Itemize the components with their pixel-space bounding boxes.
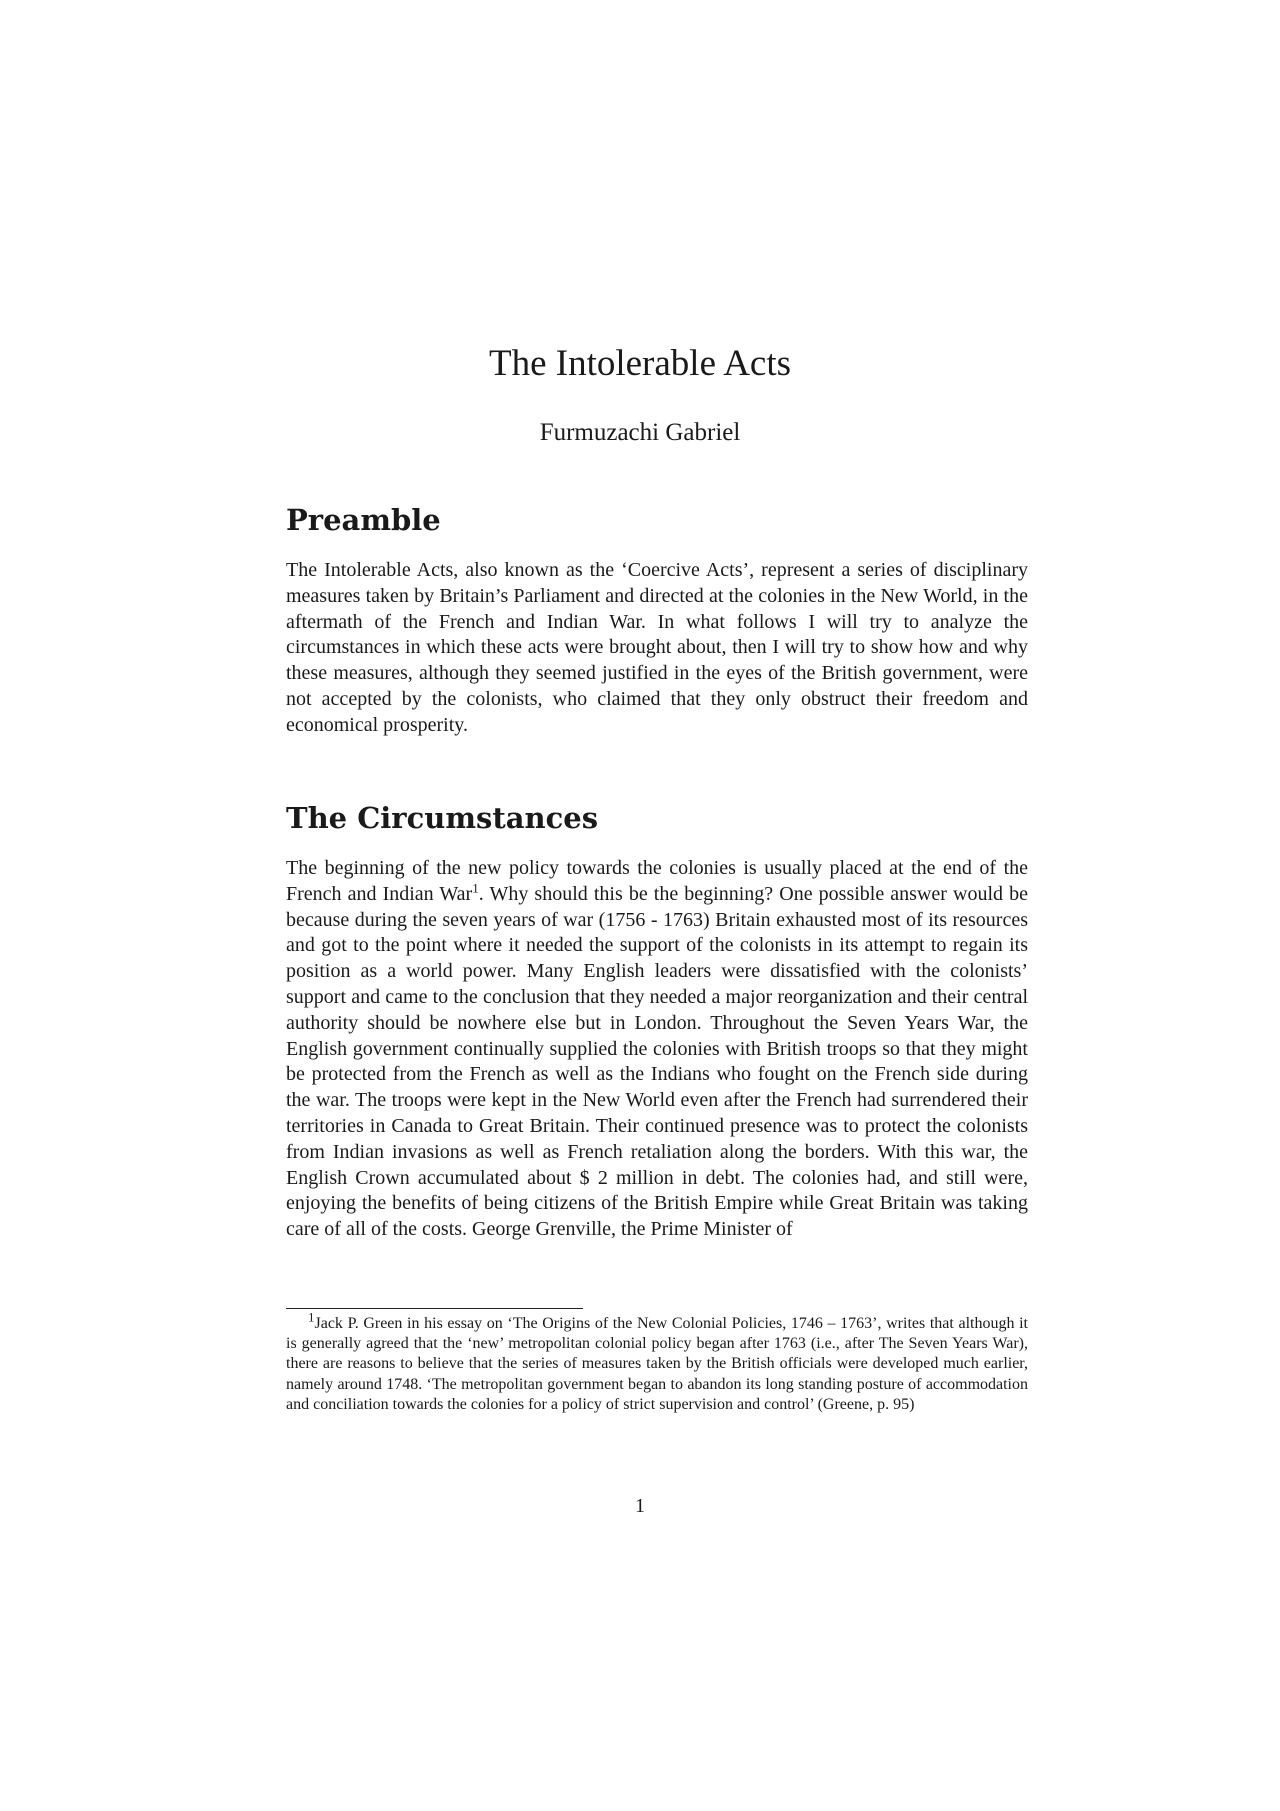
footnote-marker: 1: [308, 1309, 315, 1325]
paragraph-preamble: The Intolerable Acts, also known as the ‘Coercive Acts’, represent a series of disciplinary measures taken by Britain’s Parliament and directed at the colonies in the New World, in the aftermath of the French and Indian War. In what follows I will try to analyze the circumstances in which these acts were brought about, then I will try to show how and why these measures, although they seemed justified in the eyes of the British government, were not accepted by the colonists, who claimed that they only obstruct their freedom and economical prosperity.: [286, 559, 1028, 736]
footnote-text: Jack P. Green in his essay on ‘The Origins of the New Colonial Policies, 1746 – 1763’, writes that although it is generally agreed that the ‘new’ metropolitan colonial policy began after 1763 (i.e., after The Seven Years War), there are reasons to believe that the series of measures taken by the British officials were developed much earlier, namely around 1748. ‘The metropolitan government began to abandon its long standing posture of accommodation and conciliation towards the colonies for a policy of strict supervision and control’ (Greene, p. 95): [286, 1315, 1028, 1413]
footnote-divider: [286, 1308, 583, 1309]
footnote-1: [286, 1309, 1028, 1415]
paragraph-text-part-1: The beginning of the new policy towards the colonies is usually placed at the end of the French and Indian War: [286, 857, 1028, 905]
paragraph-text-part-2: . Why should this be the beginning? One possible answer would be because during the seven years of war (1756 - 1763) Britain exhausted most of its resources and got to the point where it needed the support of the colonists in its attempt to regain its position as a world power. Many English leaders were dissatisfied with the colonists’ support and came to the conclusion that they needed a major reorganization and their central authority should be nowhere else but in London. Throughout the Seven Years War, the English government continually supplied the colonies with British troops so that they might be protected from the French as well as the Indians who fought on the French side during the war. The troops were kept in the New World even after the French had surrendered their territories in Canada to Great Britain. Their continued presence was to protect the colonists from Indian invasions as well as French retaliation along the borders. With this war, the English Crown accumulated about $ 2 million in debt. The colonies had, and still were, enjoying the benefits of being citizens of the British Empire while Great Britain was taking care of all of the costs. George Grenville, the Prime Minister of: [286, 882, 1028, 1241]
document-author: Furmuzachi Gabriel: [539, 419, 741, 446]
footnote-reference[interactable]: 1: [472, 880, 479, 896]
footnote-block: [286, 1309, 1028, 1415]
section-circumstances: [286, 800, 1028, 1243]
section-heading-circumstances: The Circumstances: [286, 801, 599, 835]
section-heading-preamble: Preamble: [286, 503, 441, 537]
page-number: 1: [635, 1495, 645, 1517]
paragraph-circumstances: [286, 856, 1028, 1243]
section-preamble: [286, 502, 1028, 739]
document-title: The Intolerable Acts: [488, 343, 792, 384]
